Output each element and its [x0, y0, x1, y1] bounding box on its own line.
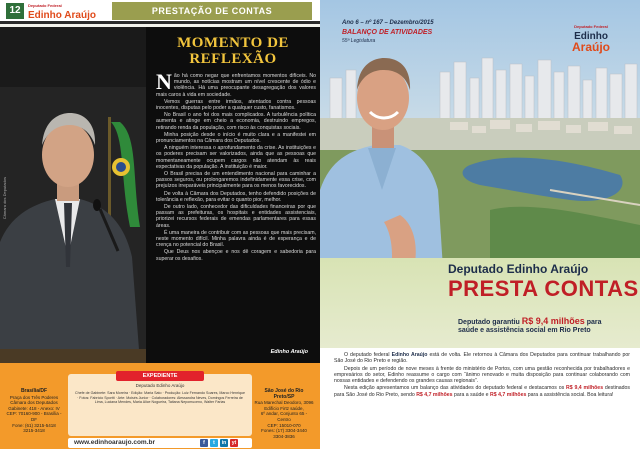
article-paragraph: É uma maneira de contribuir com as pessoas que mais precisam, neste momento difícil. Minha palavra ainda é de esperança e de crença no potencial do Brasil.	[156, 229, 316, 249]
cover-logo-tagline: Deputado Federal	[574, 24, 608, 29]
subheadline-line1: Deputado garantiu R$ 9,4 milhões para	[458, 316, 602, 326]
address-brasilia: Brasília/DF Praça dos Três Poderes Câmara dos Deputados Gabinete: 418 - Anexo: IV CEP: 70160-900 - Brasília - DF Fone: (61) 3215-5418 3215-3418	[6, 388, 62, 434]
linkedin-icon[interactable]: in	[221, 440, 227, 446]
deputy-speaking-photo	[0, 27, 146, 363]
expediente-credits: Chefe de Gabinete: Sara Moreira · Edição: Maria Sato · Produção: Luiz Fernando Soares, Marco Henrique · Fotos: Fabrício Sportti · Arte: Moisés Junior · Colaboradores: Alessandra Neves, Domingos Ferreira de Lima, Luciana Mendes, Maria Alice Nogueira, Tatiana Nepomuceno, Walter Farias	[75, 391, 245, 405]
right-page-cover	[320, 0, 640, 449]
article-paragraph: O Brasil precisa de um entendimento nacional para caminhar a passos seguros, ou prolongaremos indefinidamente essa crise, com prejuízos irreparáveis principalmente para os menos favorecidos.	[156, 171, 316, 190]
dropcap: N	[156, 73, 172, 94]
youtube-icon[interactable]: yt	[231, 440, 237, 446]
cover-logo-name1: Edinho	[574, 31, 608, 42]
legislature: 55ª Legislatura	[342, 38, 376, 44]
twitter-icon[interactable]: t	[210, 439, 218, 447]
article-title-line1: MOMENTO DE	[177, 35, 289, 51]
photo-credit: Câmara dos Deputados	[2, 177, 7, 220]
article-paragraph: De outro lado, conhecedor das dificuldades financeiras por que passam as prefeituras, os hospitais e entidades assistenciais, priorizei recursos federais de emendas parlamentares para essas áreas.	[156, 204, 316, 229]
section-label: PRESTAÇÃO DE CONTAS	[112, 2, 312, 20]
page-number: 12	[6, 3, 24, 19]
city-skyline-photo	[320, 0, 640, 260]
article-title-line2: REFLEXÃO	[189, 51, 277, 67]
cover-body-text	[334, 352, 630, 399]
deputy-cover-photo	[320, 40, 450, 260]
cover-logo-name2: Araújo	[572, 40, 611, 54]
article-paragraph: Que Deus nos abençoe e nos dê coragem e sabedoria para superar os desafios.	[156, 249, 316, 262]
expediente-subtitle: Deputado Edinho Araújo	[135, 383, 185, 388]
article-paragraph: No Brasil o ano foi dos mais complicados. A turbulência política aumenta e atinge em cheio a economia, destruindo empregos, retirando renda da população, com risco às conquistas sociais.	[156, 112, 316, 131]
deputy-photo-illustration	[0, 27, 146, 363]
footer	[0, 363, 320, 449]
cover-paragraph: O deputado federal Edinho Araújo está de volta. Ele retornou à Câmara dos Deputados para continuar trabalhando por São José do Rio Preto e região.	[334, 352, 630, 365]
subheadline-line2: saúde e assistência social em Rio Preto	[458, 327, 591, 334]
page-header	[0, 0, 320, 24]
highlight-amount: R$ 9,4 milhões	[521, 316, 585, 326]
article-paragraph: De volta à Câmara dos Deputados, tenho defendido posições de tolerância e reflexão, para evitar o quanto pior, melhor.	[156, 190, 316, 203]
logo	[28, 1, 96, 21]
address-rio-preto: São José do Rio Preto/SP Rua Marechal Deodoro, 3096 Edifício Firtz saúde, 6º andar, Conjunto 65 - Centro CEP: 15010-070 Fones: (17) 3304-3440 3304-3836	[254, 388, 314, 439]
editorial-article	[146, 27, 320, 363]
article-body	[156, 73, 316, 351]
article-paragraph: Vemos guerras entre irmãos, atentados contra pessoas inocentes, disputas pelo poder a qualquer custo, fanatismos.	[156, 98, 316, 112]
issue-info: Ano 6 – nº 167 – Dezembro/2015	[342, 20, 434, 26]
expediente-box	[68, 374, 252, 436]
facebook-icon[interactable]: f	[200, 439, 208, 447]
article-paragraph: Minha posição desde o início é muito clara e a manifestei em pronunciamentos na Câmara dos Deputados.	[156, 131, 316, 145]
logo-line2: Edinho Araújo	[28, 10, 96, 21]
cover-paragraph: Nesta edição apresentamos um balanço das atividades do deputado federal e destacamos os R$ 9,4 milhões destinados para São José do Rio Preto, sendo R$ 4,7 milhões para a saúde e R$ 4,7 milhões para a assistência social. Boa leitura!	[334, 385, 630, 398]
article-signature: Edinho Araújo	[270, 349, 308, 355]
cover-headline: PRESTA CONTAS	[448, 276, 639, 301]
expediente-title: EXPEDIENTE	[116, 371, 204, 381]
logo-line1: Deputado Federal	[28, 3, 62, 8]
cover-paragraph: Depois de um período de nove meses à frente do ministério de Portos, com uma gestão reconhecida por trabalhadores e empresários do setor, Edinho reassume o cargo com “ânimo renovado e muita disposição para continuar colaborando com nossas entidades e defendendo os grandes causas regionais”.	[334, 365, 630, 385]
deputy-name: Deputado Edinho Araújo	[448, 262, 589, 276]
website-bar	[68, 438, 252, 448]
article-paragraph: A ninguém interessa o aprofundamento da crise. As instituições e os poderes precisam ser valorizados, ainda que as pessoas que momentaneamente ocupem cargos não atendam às reais expectativas da população. A instituição é maior.	[156, 145, 316, 170]
article-paragraph: Não há como negar que enfrentamos momentos difíceis. No mundo, as notícias mostram um nível crescente de ódio e violência. Há uma preocupante desagregação dos valores mais caros à vida em sociedade.	[156, 73, 316, 98]
article-title	[146, 35, 320, 67]
cover-logo	[572, 22, 610, 52]
website-link[interactable]: www.edinhoaraujo.com.br	[74, 439, 156, 446]
issue-title: BALANÇO DE ATIVIDADES	[342, 29, 433, 36]
